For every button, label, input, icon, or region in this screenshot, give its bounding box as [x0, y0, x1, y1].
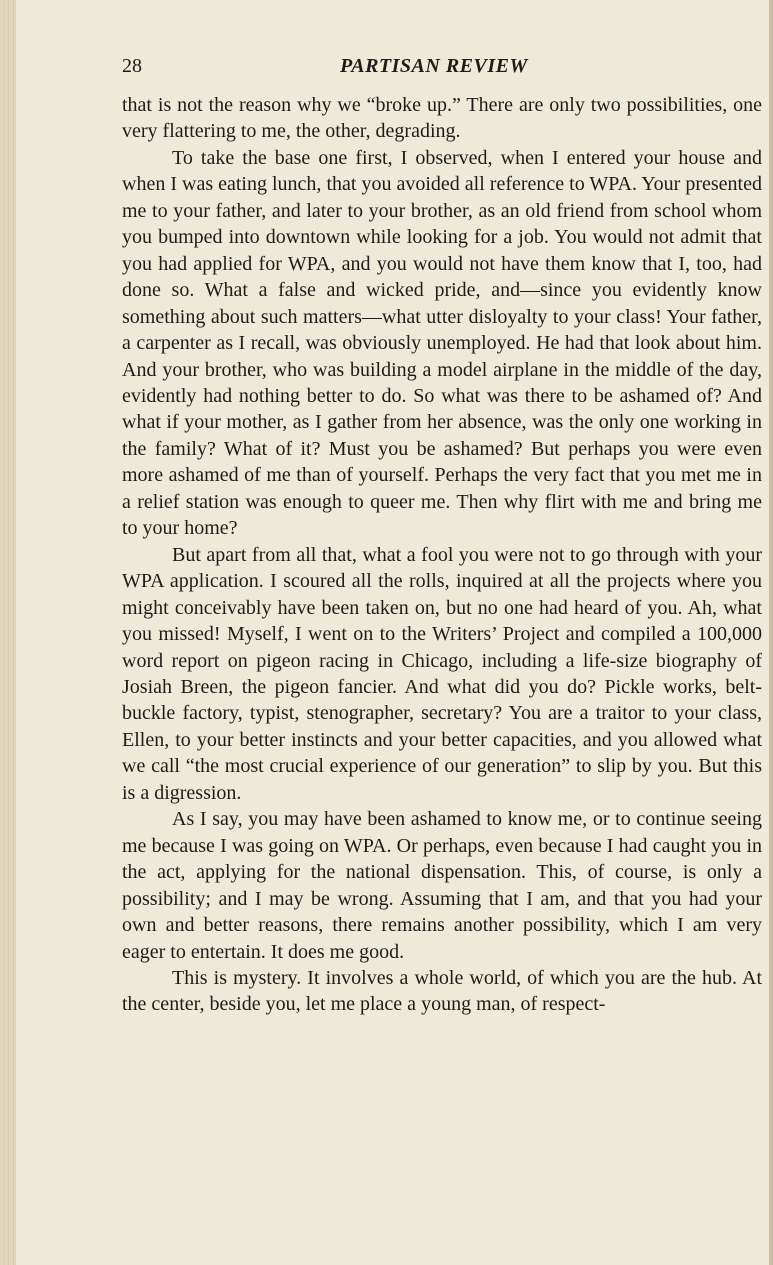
- paragraph: that is not the reason why we “broke up.” There are only two possibilities, one very flattering to me, the other, degrading.: [122, 94, 762, 143]
- body-text: [122, 92, 762, 1018]
- running-title: PARTISAN REVIEW: [340, 55, 528, 77]
- paragraph: As I say, you may have been ashamed to know me, or to continue seeing me because I was going on WPA. Or perhaps, even because I had caught you in the act, applying for the national dispensation. This, of course, is only a possibility; and I may be wrong. Assuming that I am, and that you had your own and better reasons, there remains another possibility, which I am very eager to entertain. It does me good.: [122, 808, 762, 963]
- page-edge: [769, 0, 773, 1265]
- page-header: [122, 55, 762, 83]
- paragraph: To take the base one first, I observed, when I entered your house and when I was eating lunch, that you avoided all reference to WPA. Your presented me to your father, and later to your brother, as an old friend from school whom you bumped into downtown while looking for a job. You would not admit that you had applied for WPA, and you would not have them know that I, too, had done so. What a false and wicked pride, and—since you evidently know something about such matters—what utter disloyalty to your class! Your father, a carpenter as I recall, was obviously unemployed. He had that look about him. And your brother, who was building a model airplane in the middle of the day, evidently had nothing better to do. So what was there to be ashamed of? And what if your mother, as I gather from her absence, was the only one working in the family? What of it? Must you be ashamed? But perhaps you were even more ashamed of me than of yourself. Perhaps the very fact that you met me in a relief station was enough to queer me. Then why flirt with me and bring me to your home?: [122, 146, 762, 540]
- book-gutter: [0, 0, 16, 1265]
- paragraph: This is mystery. It involves a whole world, of which you are the hub. At the center, beside you, let me place a young man, of respect-: [122, 966, 762, 1016]
- paragraph: But apart from all that, what a fool you were not to go through with your WPA application. I scoured all the rolls, inquired at all the projects where you might conceivably have been taken on, but no one had heard of you. Ah, what you missed! Myself, I went on to the Writers’ Project and compiled a 100,000 word report on pigeon racing in Chicago, including a life-size biography of Josiah Breen, the pigeon fancier. And what did you do? Pickle works, belt-buckle factory, typist, stenographer, secretary? You are a traitor to your class, Ellen, to your better instincts and your better capacities, and you allowed what we call “the most crucial experience of our generation” to slip by you. But this is a digression.: [122, 543, 762, 804]
- page-number: 28: [122, 55, 142, 77]
